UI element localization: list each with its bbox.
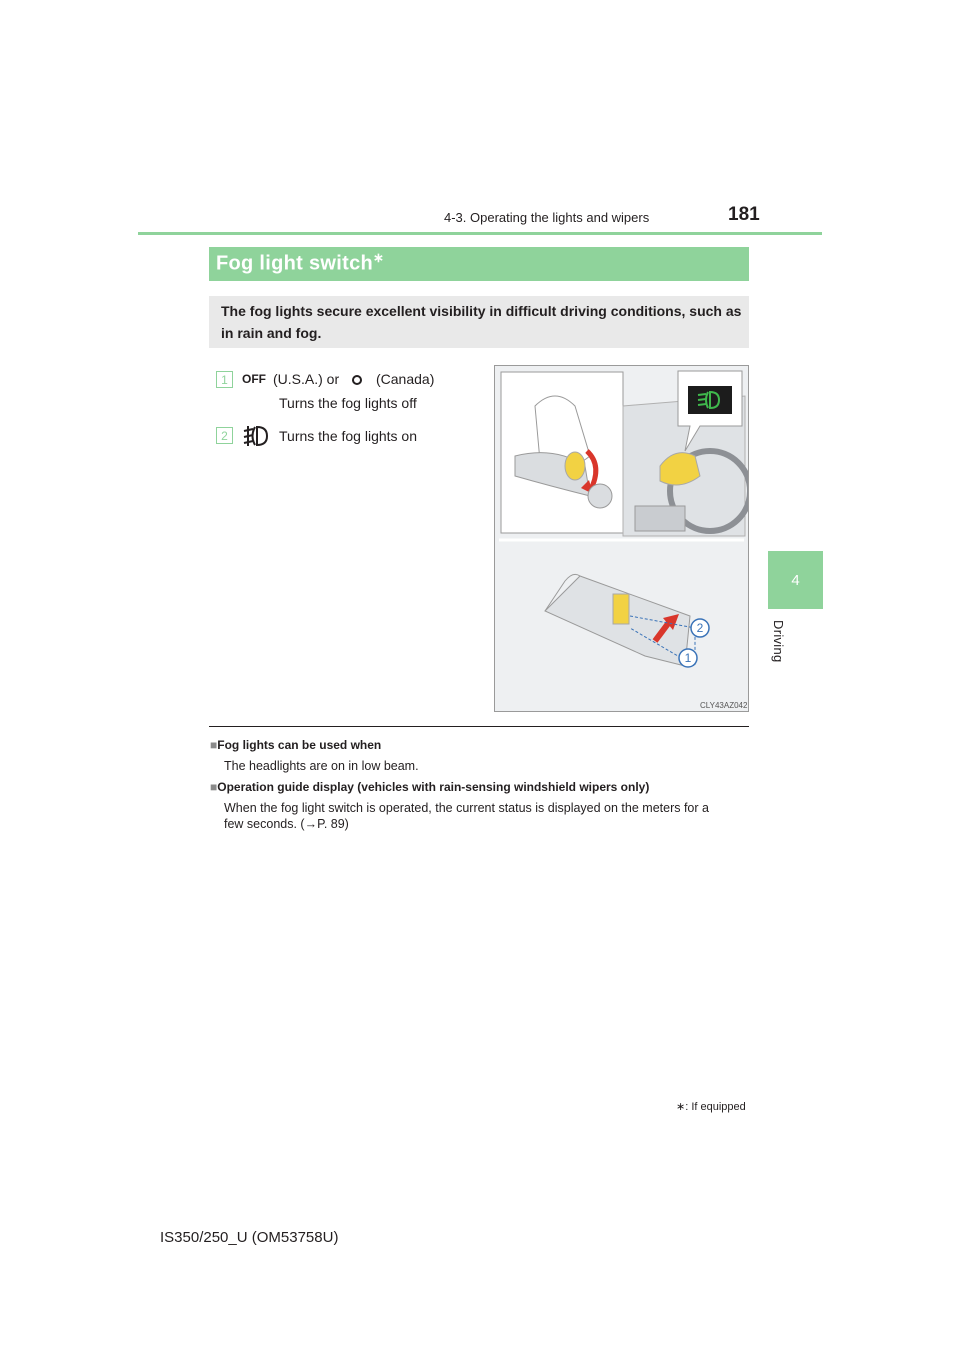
step-1-number: 1 — [221, 373, 228, 387]
off-circle-icon — [351, 374, 363, 386]
notes-rule — [209, 726, 749, 727]
page-title — [216, 250, 384, 276]
note-1-heading — [210, 738, 381, 752]
item-2-desc: Turns the fog lights on — [279, 428, 418, 444]
chapter-tab — [768, 551, 823, 609]
note-1-title: Fog lights can be used when — [217, 738, 382, 752]
fog-switch-illustration — [494, 365, 749, 712]
note-1-bullet: ■ — [210, 738, 218, 752]
header-rule — [138, 232, 822, 235]
item-1-text-a: (U.S.A.) or — [273, 371, 340, 387]
step-2-number: 2 — [221, 429, 228, 443]
callout-2-label: 2 — [696, 621, 704, 635]
off-label: OFF — [242, 372, 266, 386]
callout-1-label: 1 — [684, 651, 692, 665]
figure-code: CLY43AZ042 — [700, 701, 748, 710]
item-1-text-b: (Canada) — [376, 371, 435, 387]
step-2-icon — [216, 427, 233, 444]
chapter-label: Driving — [771, 620, 786, 663]
note-2-bullet: ■ — [210, 780, 218, 794]
illustration-drawing — [495, 366, 748, 711]
note-2-body-line2: few seconds. (→P. 89) — [224, 817, 349, 831]
title-label: Fog light switch — [216, 252, 374, 275]
chapter-number: 4 — [791, 571, 800, 589]
item-1-desc: Turns the fog lights off — [279, 395, 417, 411]
note-2-body-line1: When the fog light switch is operated, the current status is displayed on the meters for a — [224, 801, 709, 815]
fog-light-icon — [242, 424, 270, 448]
note-2-title: Operation guide display (vehicles with rain-sensing windshield wipers only) — [217, 780, 650, 794]
footnote-marker: ∗ — [676, 1101, 686, 1113]
step-1-icon — [216, 371, 233, 388]
page-number: 181 — [728, 204, 760, 225]
footnote-text: : If equipped — [685, 1101, 746, 1113]
section-title: 4-3. Operating the lights and wipers — [444, 210, 650, 225]
intro-text: The fog lights secure excellent visibility in difficult driving conditions, such as in rain and fog. — [221, 303, 742, 341]
note-1-body: The headlights are on in low beam. — [224, 759, 419, 773]
document-code: IS350/250_U (OM53758U) — [160, 1229, 339, 1246]
footnote — [676, 1100, 746, 1113]
equipped-marker: ∗ — [373, 250, 385, 265]
note-2-heading — [210, 780, 649, 794]
